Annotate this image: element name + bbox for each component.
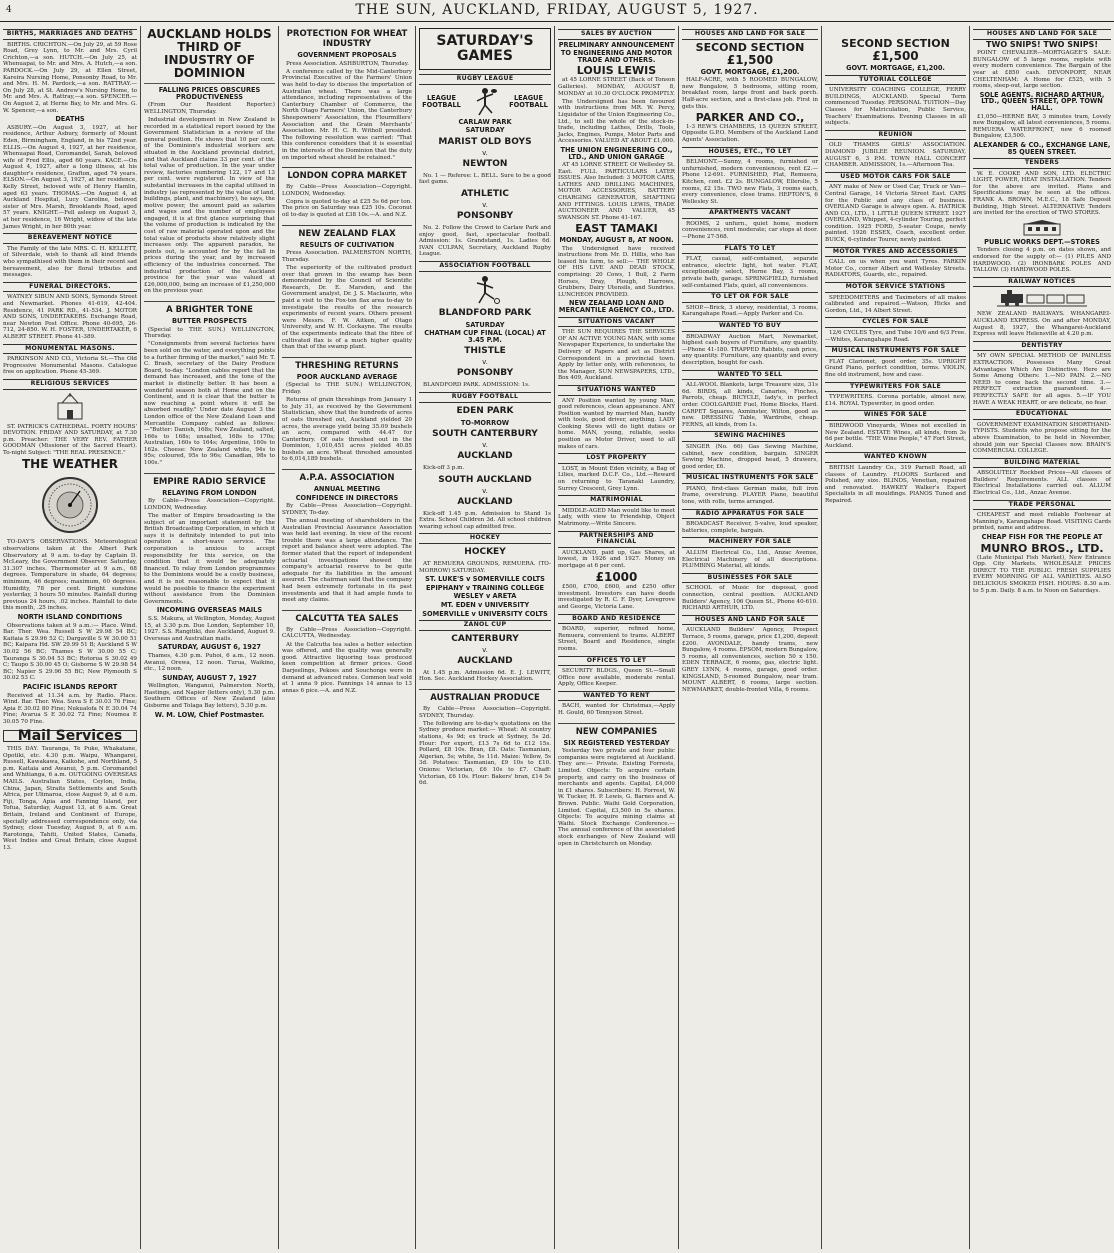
situations-vacant-heading: SITUATIONS VACANT xyxy=(558,317,675,328)
building-heading: BUILDING MATERIAL xyxy=(973,458,1111,469)
wanted-buy-heading: WANTED TO BUY xyxy=(682,321,818,332)
houses-let-heading: HOUSES, ETC., TO LET xyxy=(682,147,818,158)
column-1 xyxy=(0,26,140,1249)
threshing-subheading: POOR AUCKLAND AVERAGE xyxy=(296,372,398,381)
preliminary-heading: PRELIMINARY ANNOUNCEMENT xyxy=(558,40,675,49)
lost-heading: LOST PROPERTY xyxy=(558,453,675,464)
chatham-cup: CHATHAM CUP FINAL (LOCAL) AT 3.45 P.M. xyxy=(424,329,546,344)
radio-text: BROADCAST Receiver, 5-valve, loud speaker, batteries, complete, bargain. xyxy=(682,521,818,534)
homes-text: AUCKLAND Builders' Agency, Prospect Terrace, 5 rooms, garage, price £1,200, deposit £200. AVONDALE, handy trams, new Bungalow, 4 rooms. EPSOM, modern Bungalow, 5 rooms, all conveniences, section 50 x 150. EDEN TERRACE, 6 rooms, gas, electric light. GREY LYNN, 4 rooms, garage, good order. KINGSLAND, 5-roomed Bungalow, near tram. MOUNT ALBERT, 6 rooms, large section. NEWMARKET, double-fronted Villa, 6 rooms. xyxy=(682,627,819,693)
threshing-text: Returns of grain threshings from January 1 to July 31, as received by the Government Statistician, show that the hundreds of acres of oats threshed out, Auckland yielded 20 acres, the average yield being 35.09 bushels an acre, compared with 44.47 for Canterbury. Of oats threshed out in the Dominion, 1,010,451 acres yielded 40.85 bushels an acre. Wheat threshed amounted to 6,014,189 bushels. xyxy=(282,397,412,463)
match-4-home: SOUTH CANTERBURY xyxy=(432,429,538,440)
railway-heading: RAILWAY NOTICES xyxy=(973,277,1111,288)
wheat-headline: PROTECTION FOR WHEAT INDUSTRY xyxy=(286,29,408,49)
produce-byline: By Cable—Press Association—Copyright. SYDNEY, Thursday. xyxy=(419,706,551,719)
flats-heading: FLATS TO LET xyxy=(682,244,818,255)
funeral-heading: FUNERAL DIRECTORS. xyxy=(3,282,137,293)
column-2 xyxy=(140,26,278,1249)
brighter-headline: A BRIGHTER TONE xyxy=(144,301,275,315)
eden-park: EDEN PARK xyxy=(456,405,514,416)
wines-text: BIRDWOOD Vineyards, Wines not excelled in New Zealand. ESTATE Wines, all kinds, from 3s 6d per bottle. "THE Wine People," 47 Fort Street, Auckland. xyxy=(825,422,966,449)
reunion-heading: REUNION xyxy=(825,130,966,141)
barometer-icon xyxy=(3,474,137,536)
hockey-banner: HOCKEY xyxy=(464,547,506,558)
religious-text: ST. PATRICK'S CATHEDRAL. FORTY HOURS' DEVOTION. FRIDAY AND SATURDAY, at 7.30 p.m. Preacher: THE VERY REV. FATHER GOODMAN (Missioner of the Sacred Heart). To-night Subject: "THE REAL PRESENCE." xyxy=(3,423,137,456)
instruments-heading: MUSICAL INSTRUMENTS FOR SALE xyxy=(825,346,966,357)
column-8 xyxy=(969,26,1114,1249)
match-2-away: PONSONBY xyxy=(456,210,514,221)
money-heading: £1000 xyxy=(595,570,638,585)
auction-heading: SALES BY AUCTION xyxy=(558,29,675,40)
empire-text: The matter of Empire broadcasting is the subject of an important statement by the British Broadcasting Corporation, in which it says it is definitely intended to put into operation a short-wave service. The corporation is anxious to accept responsibility for this service, on the condition that it would be adequately financed. To relay from London programmes to the Dominions would be a costly business, and it is not reasonable to expect that it would be possible to finance the experiment without assistance from the Dominion Governments. xyxy=(144,513,275,605)
carlaw-park: CARLAW PARK xyxy=(458,117,512,126)
new-companies-text: Yesterday two private and four public companies were registered at Auckland. They are:— Private. Existing Forrests, Limited. Objects: To acquire certain property, and carry on the business of merchants and agents. Capital, £4,000 in £1 shares. Subscribers: H. Forrest, W. W. Tucker, H. P. Lewis, G. Barnes and A. Brown. Public. Waihi Gold Corporation, Limited. Capital, £3,500 in 5s shares. Objects: To acquire mining claims at Waihi. Stock Exchange Conference.—The annual conference of the associated stock exchanges of New Zealand will open in Christchurch on Monday. xyxy=(558,748,675,847)
match-2: ATHLETIC v. PONSONBY xyxy=(456,188,514,221)
match-2-home: ATHLETIC xyxy=(461,188,509,199)
service-text: SPEEDOMETERS and Taximeters of all makes calibrated and repaired.—Watson, Hicks and Gordon, Ltd., 14 Albert Street. xyxy=(825,294,966,314)
hockey-heading: HOCKEY xyxy=(419,533,551,544)
threshing-headline: THRESHING RETURNS xyxy=(282,357,412,371)
association-heading: ASSOCIATION FOOTBALL xyxy=(419,261,551,272)
service-heading: MOTOR SERVICE STATIONS xyxy=(825,282,966,293)
lead-subheading: FALLING PRICES OBSCURES PRODUCTIVENESS xyxy=(158,86,261,101)
match-11: CANTERBURY v. AUCKLAND xyxy=(451,633,519,666)
tenders-heading: TENDERS xyxy=(973,158,1111,169)
building-text: ABSOLUTELY Rockbed Prices—All classes of Builders' Requirements. ALL classes of Electrical Installations carried out. ALLUM Electrical Co., Ltd., Anzac Avenue. xyxy=(973,470,1111,497)
match-4-away: AUCKLAND xyxy=(457,451,513,462)
hockey-match-4: MT. EDEN v UNIVERSITY xyxy=(440,601,530,610)
rugby-heading: RUGBY FOOTBALL xyxy=(419,392,551,403)
auction-text: The Undersigned has been favoured with instructions from MR. W. Percy, Liquidator of the Union Engineering Co., Ltd., to sell the whole of the stock-in-trade, including Lathes, Drills, Tools, Jacks, Engines, Pumps, Motor Parts and Accessories. VALUED AT ABOUT £1,000. xyxy=(558,98,675,145)
produce-headline: AUSTRALIAN PRODUCE xyxy=(419,689,551,703)
used-cars-heading: USED MOTOR CARS FOR SALE xyxy=(825,172,966,183)
match-1-home: MARIST OLD BOYS xyxy=(438,136,532,147)
births-text: BIRTHS. CRICHTON.—On July 29, at 59 Rose Road, Grey Lynn, to Mr. and Mrs. Cyril Crichton,—a son. HUTCH.—On July 25, at Whenuapai, to Mr. and Mrs. A. Hutch,—a son. PARDOCK.—On July 29, at Ellen Street, Kareira Nursing Home, Ponsonby Road, to Mr. and Mrs. H. M. Pardock,—a son. RATTRAY.—On July 28, at St. Andrew's Nursing Home, to Mr. and Mrs. A. Rattray,—a son. SPENCER.—On August 2, at Herne Bay, to Mr. and Mrs. G. W. Spencer,—a son. xyxy=(3,41,137,114)
tyres-heading: MOTOR TYRES AND ACCESSORIES xyxy=(825,247,966,258)
wanted-rent-heading: WANTED TO RENT xyxy=(558,691,675,702)
tenders-text: W. E. COOKE AND SON, LTD. ELECTRIC LIGHT, POWER, HEAT INSTALLATION. Tenders for the above are invited. Plans and Specifications may be seen at the offices. FRANK A. BROWN, M.E.C., 18 Safe Deposit Building, High Street. ALTERNATIVE Tenders are invited for the erection of TWO STORES. xyxy=(973,170,1111,217)
flats-text: FLAT, casual, self-contained, separate entrance, electric light, hot water. FLAT, exceptionally select, Herne Bay, 3 rooms, private bath, garage. SPRINGFIELD, furnished self-contained Flats, quiet, all conveniences. xyxy=(682,256,818,289)
second-section-2: SECOND SECTION xyxy=(841,37,950,50)
board-heading: BOARD AND RESIDENCE xyxy=(558,614,675,625)
games-heading: SATURDAY'S GAMES xyxy=(419,28,551,70)
houses-heading: HOUSES AND LAND FOR SALE xyxy=(682,29,818,40)
postmaster-signoff: W. M. LOW, Chief Postmaster. xyxy=(154,710,265,719)
match-5: SOUTH AUCKLAND v. AUCKLAND xyxy=(438,474,532,507)
apa-subheading-2: CONFIDENCE IN DIRECTORS xyxy=(295,493,399,502)
lead-headline: AUCKLAND HOLDS THIRD OF INDUSTRY OF DOMINION xyxy=(147,27,272,80)
apa-subheading: ANNUAL MEETING xyxy=(313,485,381,494)
mail-text: THIS DAY. Tauranga, Te Puke, Whakatane, Opotiki, etc. 4.30 p.m. Waipu, Whangarei, Russell, Kawakawa, Kaikohe, and Northland, 5 p.m. Kaitaia and Awanui, 5 p.m. Coromandel and Whitianga, 6 a.m. OUTGOING OVERSEAS MAILS. Australian States, Ceylon, India, China, Japan, Straits Settlements and South Africa, per Ulimaroa, close August 9, at 6 a.m. Fiji, Tonga, Apia and Fanning Island, per Tofua, Saturday, August 13, at 6 a.m. Great Britain, Ireland and Continent of Europe, specially addressed correspondence only, via Sydney, close Tuesday, August 9, at 6 a.m. Rarotonga, Tahiti, United States, Canada, West Indies and Great Britain, close August 13. xyxy=(3,746,137,851)
machinery-text: ALLUM Electrical Co., Ltd., Anzac Avenue, Electrical Machinery of all descriptions. PLUMBING Material, all kinds. xyxy=(682,550,818,570)
bereavement-text: The Family of the late MRS. C. H. KELLETT, of Silverdale, wish to thank all kind friends who sympathised with them in their recent sad bereavement, also for floral tributes and messages. xyxy=(3,245,137,279)
match-5-info: Kick-off 1.45 p.m. Admission to Stand 1s Extra. School Children 3d. All school children wearing school cap admitted free. xyxy=(419,510,551,530)
homes-heading: HOUSES AND LAND FOR SALE xyxy=(682,615,818,626)
match-1-info: No. 1 — Referee: L. BELL. Sure to be a good fast game. xyxy=(419,172,551,186)
soccer-player-icon xyxy=(470,275,500,305)
column-5 xyxy=(554,26,678,1249)
deaths-heading: DEATHS xyxy=(55,115,85,124)
match-1: MARIST OLD BOYS v. NEWTON xyxy=(438,136,532,169)
east-tamaki-date: MONDAY, AUGUST 8, AT NOON. xyxy=(559,236,674,245)
incoming-heading: INCOMING OVERSEAS MAILS xyxy=(156,606,263,615)
govt-mortgage-2: GOVT. MORTGAGE, £1,200. xyxy=(846,64,945,72)
cycles-text: 12/6 CYCLES Tyre, and Tube 10/6 and 6/3 Free.—Whites, Karangahape Road. xyxy=(825,330,967,343)
apa-byline: By Cable—Press Association—Copyright. SYDNEY, To-day. xyxy=(282,503,412,516)
lead-text: Industrial development in New Zealand is recorded in a statistical report issued by the Government Statistician in a review of the general position. He shows that 10 per cent. of the Dominion's industrial workers are situated in the Auckland provincial district, and that Auckland claims 33 per cent. of the total value of production. In the year under review, factories numbering 122, 17 and 13 per cent. were registered. In view of the substantial increases in the capital utilised in industry (as represented by the value of land, buildings, plant, and machinery), he says, the motive power, the amount paid as salaries and wages and the number of employees engaged, it is at first glance surprising that the volume of production is indicated by the cost of raw material operated upon and the total value of products show relatively slight increases only. The apparent paradox, he points out, is accounted for by the fall in prices during the year, and by increased efficiency of the industries concerned. The industrial production of the Auckland province for the year was valued at £26,000,000, being an increase of £1,250,000 on the previous year. xyxy=(144,116,275,295)
match-11-away: AUCKLAND xyxy=(457,655,513,666)
match-3-home: THISTLE xyxy=(464,346,506,357)
wanted-sell-heading: WANTED TO SELL xyxy=(682,370,818,381)
blandford-day: SATURDAY xyxy=(465,320,505,329)
league-banner xyxy=(419,87,551,117)
tea-headline: CALCUTTA TEA SALES xyxy=(282,610,412,624)
flax-text: The superiority of the cultivated product over that grown in the swamp has been demonstrated by the Council of Scientific Research, Dr. E. Marsden, and the Government analyst, Dr. J. S. Maclaurin, who paid a visit to the Fox-ton flax area to-day to investigate the results of the research experiments of recent years. Others present were Messrs. F. W. Aitken, of Otago University, and W. H. Cockayne. The results of the experiments indicate that the fibre of cultivated flax is of a much higher quality than that of the swamp plant. xyxy=(282,265,412,351)
partnerships-text: AUCKLAND, paid up, Gas Shares, at lowest, in 1926 and 1927. Money on mortgage at 6 per cent. xyxy=(558,549,675,569)
halfacre-text: HALF-ACRE, with 5 ROOMED BUNGALOW, new Bungalow, 5 bedrooms, sitting room, breakfast room, large front and back porch. Half-acre section, and a first-class job. First in gets this. xyxy=(682,77,818,110)
column-7 xyxy=(821,26,969,1249)
nz-loan-heading: NEW ZEALAND LOAN AND MERCANTILE AGENCY CO., LTD. xyxy=(558,299,675,314)
page-header xyxy=(0,0,1114,22)
railway-text: NEW ZEALAND RAILWAYS. WHANGAREI-AUCKLAND EXPRESS. On and after MONDAY, August 8, 1927, the Whangarei-Auckland Express will leave Helensville at 4.20 p.m. xyxy=(973,311,1111,338)
situations-vacant-text: THE SUN REQUIRES THE SERVICES OF AN ACTIVE YOUNG MAN, with some Newspaper Experience, to undertake the Delivery of Papers and act as District Correspondent in a provincial town. Apply by letter only, with references, to the Manager, SUN NEWSPAPERS, LTD., Box 409, Auckland. xyxy=(558,329,676,382)
monumental-heading: MONUMENTAL MASONS. xyxy=(3,344,137,355)
board-text: BOARD, superior, refined home, Remuera, convenient to trams. ALBERT Street, Board and Residence, single rooms. xyxy=(558,626,675,652)
saturday-text: Thames, 4.30 p.m. Puhoi, 6 a.m., 12 noon. Awanui, Orewa, 12 noon. Turua, Waikino, etc., 12 noon. xyxy=(144,652,275,673)
match-11-home: CANTERBURY xyxy=(451,633,519,644)
matrimonial-heading: MATRIMONIAL xyxy=(558,495,675,506)
match-5-home: SOUTH AUCKLAND xyxy=(438,474,532,485)
copra-byline: By Cable—Press Association—Copyright. LONDON, Wednesday. xyxy=(282,184,412,197)
pacific-heading: PACIFIC ISLANDS REPORT xyxy=(22,682,118,691)
trade-text: CHEAPEST and most reliable Footwear at Manning's, Karangahape Road. VISITING Cards printed, name and address. xyxy=(973,512,1111,532)
money-text: £500, £700, £600, and £250 offer investment. Investors can have deeds investigated by R. C. F. Dyer, Lovegrove and George, Victoria Lane. xyxy=(558,584,675,610)
parker-text: 1-3 REW'S CHAMBERS, 15 QUEEN STREET, Opposite G.P.O. Members of the Auckland Land Agents' Association. xyxy=(682,123,818,143)
apa-headline: A.P.A. ASSOCIATION xyxy=(282,469,412,483)
typewriters-text: TYPEWRITERS. Corona portable, almost new, £14. ROYAL Typewriter, in good order. xyxy=(825,394,966,407)
tutorial-heading: TUTORIAL COLLEGE xyxy=(825,75,966,86)
league-heading: RUGBY LEAGUE xyxy=(419,74,551,85)
zanol-heading: ZANOL CUP xyxy=(419,620,551,631)
music-heading: MUSICAL INSTRUMENTS FOR SALE xyxy=(682,473,818,484)
match-11-info: At 1.45 p.m. Admission 6d. E. J. LEWITT, Hon. Sec. Auckland Hockey Association. xyxy=(419,669,551,683)
league-banner-right: LEAGUE FOOTBALL xyxy=(509,94,548,109)
north-text: Observations taken at 9 a.m.:— Place. Wind. Bar. Ther. Wea. Russell S W 29.98 54 BC; Kaitaia S 29.96 52 C; Dargaville S W 30.00 51 BC; Kaipara Hd. SW 29.99 51 B; Auckland S W 30.02 56 BC; Thames S W 30.00 55 C; Tauranga S 30.04 53 BC; Rotorua S 30.02 49 C; Taupo S 30.00 45 O; Gisborne S W 29.98 54 BC; Napier S 29.96 55 BC; New Plymouth S 30.02 53 C. xyxy=(3,622,137,682)
radio-heading: RADIO APPARATUS FOR SALE xyxy=(682,509,818,520)
dentistry-text: MY OWN SPECIAL METHOD OF PAINLESS EXTRACTION. Possesses Many Great Advantages Which Are Distinctive. Here are Some Among Others: 1.—NO PAIN. 2.—NO NEED to come back the second time. 3.—PERFECT extraction guaranteed. 4.—PERFECTLY SAFE for all ages. 5.—IF YOU HAVE A WEAK HEART, or are delicate, no fear. xyxy=(973,353,1111,406)
incoming-text: S.S. Makura, at Wellington, Monday, August 15, at 3.30 p.m. Due London, September 10, 1927. S.S. Rangitiki, due Auckland, August 9. Overseas and Australian mails. xyxy=(144,615,275,642)
match-3: THISTLE v. PONSONBY xyxy=(456,346,514,379)
column-3 xyxy=(278,26,415,1249)
threshing-byline: (Special to THE SUN.) WELLINGTON, Friday. xyxy=(282,382,412,395)
hockey-info: AT REMUERA GROUNDS, REMUERA. (TO-MORROW) SATURDAY. xyxy=(419,561,551,574)
match-4-info: Kick-off 3 p.m. xyxy=(423,465,465,472)
sunday-heading: SUNDAY, AUGUST 7, 1927 xyxy=(162,673,257,682)
wanted-sell-text: ALL-WOOL Blankets, large Treasure size, 31s 6d. BIRDS, all kinds, Canaries, Finches, Parrots, cheap. BICYCLE, lady's, in perfect order. COOLGARDIE Fuel, Home Blocks, Hard. CARPET Squares, Axminster, Wilton, good as new. DRESSING Table, Wardrobe, cheap. FERNS, all kinds, from 1s. xyxy=(682,382,818,428)
sunday-text: Wellington, Wanganui, Palmerston North, Hastings, and Napier (letters only), 5.30 p.m. Southern Offices of New Zealand (also Gisborne and Tolaga Bay letters), 5.30 p.m. xyxy=(144,683,275,710)
snips-text: POINT CHEVALIER—MORTGAGEE'S SALE: BUNGALOW of 5 large rooms, replete with every modern convenience. The Bargain of the year at £850 cash. DEVONPORT, NEAR CHELTENHAM: A Home for £525, with 5 rooms, sleep-out, large section. xyxy=(973,50,1111,90)
copra-text: Copra is quoted to-day at £25 5s 6d per ton. The price on Saturday was £25 10s. Coconut oil to-day is quoted at £38 10s.—A. and N.Z. xyxy=(282,198,412,219)
page-number: 4 xyxy=(6,5,12,15)
new-companies-headline: NEW COMPANIES xyxy=(558,723,675,737)
flax-byline: Press Association. PALMERSTON NORTH, Thursday. xyxy=(282,250,412,263)
saturday-heading: SATURDAY, AUGUST 6, 1927 xyxy=(158,643,261,652)
train-icon xyxy=(997,290,1087,308)
pacific-text: Received at 11.34 a.m. by Radio. Place. Wind. Bar. Ther. Wea. Suva S E 30.03 76 Fine; Apia E 30.02 80 Fine; Nukualofa N E 30.04 74 Fine; Avarua S E 30.02 72 Fine; Noumea E 30.05 70 Fine. xyxy=(3,692,137,725)
masthead: THE SUN, AUCKLAND, FRIDAY, AUGUST 5, 1927. xyxy=(355,2,759,18)
reunion-text: OLD THAMES GIRLS' ASSOCIATION. DIAMOND JUBILEE REUNION. SATURDAY, AUGUST 6, 3 P.M. TOWN HALL CONCERT CHAMBER. ADMISSION, 1s.—Afternoon Tea. xyxy=(825,142,966,169)
shop-heading: TO LET OR FOR SALE xyxy=(682,292,818,303)
footballer-icon xyxy=(472,87,498,117)
league-banner-left: LEAGUE FOOTBALL xyxy=(422,94,461,109)
funeral-text: WATNEY SIBUN AND SONS, Symonds Street and Newmarket. Phones 41-619, 42-404. Residence, 41 PARK RD., 41-534. J. MOTOR AND SONS, UNDERTAKERS. Exchange Road, near Newton Post Office. Phone 40-695, 26-712, 24-850. W. H. FOSTER, UNDERTAKER, 6 ALBERT STREET. Phone 41-389. xyxy=(3,294,137,340)
tea-byline: By Cable—Press Association—Copyright. CALCUTTA, Wednesday. xyxy=(282,626,412,640)
used-cars-text: ANY make of New or Used Car, Truck or Van—Central Garage, 14 Victoria Street East. CARS for the Public and any class of business. OVERLAND Garage is always open. A. HATRICK AND CO., LTD., 1 LITTLE QUEEN STREET. 1927 OVERLAND, Whippet, 4-cylinder Touring, perfect condition. 1925 FORD, 5-seater Coupe, newly painted. 1926 ESSEX, Coach, excellent order. BUICK, 6-cylinder Tourer, newly painted. xyxy=(825,184,966,244)
match-3-info: BLANDFORD PARK. ADMISSION: 1s. xyxy=(423,382,530,389)
cathedral-icon xyxy=(52,393,88,421)
lead-byline: (From Our Resident Reporter.) WELLINGTON, Thursday. xyxy=(144,102,275,115)
sewing-heading: SEWING MACHINES xyxy=(682,431,818,442)
match-3-away: PONSONBY xyxy=(456,368,514,379)
herne-bay-text: £1,050—HERNE BAY, 3 minutes tram, Lovely new Bungalow, all latest conveniences, 5 rooms. REMUERA WATERFRONT, new 6 roomed Bungalow, £3,500. xyxy=(973,113,1111,140)
instruments-text: FLAT Clarionet, good order, 35s. UPRIGHT Grand Piano, perfect condition, terms. VIOLIN, fine old instrument, bow and case. xyxy=(825,358,966,378)
louis-text: at 45 LORNE STREET (Back of Tonson Galleries). MONDAY, AUGUST 8, MONDAY at 10.30 O'CLOCK PROMPTLY. xyxy=(558,77,675,97)
empire-subheading: RELAYING FROM LONDON xyxy=(162,488,257,497)
north-heading: NORTH ISLAND CONDITIONS xyxy=(17,613,123,621)
deaths-text: ASBURY.—On August 3, 1927, at her residence, Arthur Asbury, formerly of Mount Eden, Birmingham, England, in his 72nd year. ELLIS.—On August 4, 1927, at her residence, Whenuapai Road, Coromandel, Sarah, beloved wife of Fred Ellis, aged 60 years. KACE.—On August 4, 1927, after a long illness, at his daughter's residence, Grafton, aged 74 years. ELSON.—On August 3, 1927, at her residence, Kelly Street, beloved wife of Henry Hamlin, aged 63 years. THOMAS.—On August 4, at Auckland Hospital, Lucy Caroline, beloved sister of Mrs. Marsh, Brooklands Road, aged 57 years. KNIGHT.—Fell asleep on August 3, at her residence, 16 Wright, widow of the late James Wright, in her 80th year. xyxy=(3,124,137,230)
east-tamaki: EAST TAMAKI xyxy=(575,222,658,236)
business-text: SCHOOL of Music for disposal, good connection, central position. AUCKLAND Builders' Agency, 106 Queen St., Phone 40-610. RICHARD ARTHUR, LTD. xyxy=(682,585,818,612)
second-section-price-2: £1,500 xyxy=(872,49,919,63)
apa-text: The annual meeting of shareholders in the Australian Provincial Assurance Association was held last evening. In view of the recent trouble there was a large attendance. The report and balance sheet were adopted. The former stated that the report of independent actuarial investigations showed the company's actuarial reserve to be quite adequate for its liabilities in the amount assured. The chairman said that the company had been extremely fortunate in its past investments and that it had ample funds to meet any claims. xyxy=(282,518,412,604)
wanted-buy-text: BROADWAY Auction Mart, Newmarket, highest cash buyers of Furniture, any quantity.—Phone 41-180. TRAPPED Rabbits, cash price, any quantity. Furniture, any quantity and every description, bought for cash. xyxy=(682,333,818,366)
match-4: SOUTH CANTERBURY v. AUCKLAND xyxy=(432,429,538,462)
machinery-heading: MACHINERY FOR SALE xyxy=(682,537,818,548)
hockey-match-1: ST. LUKE'S v SOMERVILLE COLTS xyxy=(425,575,545,584)
cheap-fish-heading: CHEAP FISH FOR THE PEOPLE AT xyxy=(981,533,1103,542)
east-tamaki-text: The Undersigned have received instructions from Mr. D. Hillis, who has leased his farm, to sell:— THE WHOLE OF HIS LIVE AND DEAD STOCK, comprising: 20 Cows, 1 Bull, 2 Farm Horses, Dray, Plough, Harrows, Grubbers, Dairy Utensils, and Sundries. LUNCHEON PROVIDED. xyxy=(558,245,675,298)
wheat-byline: Press Association. ASHBURTON, Thursday. xyxy=(286,60,409,67)
houses-let-text: BELMONT.—Sunny, 4 rooms, furnished or unfurnished, modern conveniences, rent £2.—Phone 12-691. FURNISHED, Flat, Remuera, Kitchen, cont. £2 2s. BUNGALOW, Ellerslie, 5 rooms, £2 15s. TWO new Flats, 3 rooms each, every convenience, close trams. HEPTON'S, 6 Wellesley St. xyxy=(682,159,818,205)
second-section: SECOND SECTION xyxy=(695,40,805,54)
weather-heading: THE WEATHER xyxy=(21,457,119,472)
brighter-text: "Consignments from several factories have been sold on the water, and everything points to a further firming of the market," said Mr. T. C. Brash, secretary of the Dairy Produce Board, to-day. "London cables report that the demand has increased, and the tone of the market is distinctly better. It has been a wonderful season both at Home and on the Continent, and it is clear that the butter is now reaching a point where it will be absorbed readily." Under date August 3 the London office of the New Zealand Loan and Mercantile Company cabled as follows:—"Butter: Danish, 168s; New Zealand, salted, 166s to 168s; unsalted, 168s to 170s; Australian, 160s to 164s; Argentine, 160s to 162s. Cheese: New Zealand white, 94s to 95s; coloured, 95s to 96s; Canadian, 98s to 100s." xyxy=(144,341,275,467)
hockey-match-2: EPIPHANY v TRAINING COLLEGE xyxy=(425,583,545,592)
match-1-away: NEWTON xyxy=(462,158,508,169)
munro-text: (Late Municipal Fish Market), New Entrance Opp. City Markets. WHOLESALE PRICES DIRECT TO THE PUBLIC. FRESH SUPPLIES EVERY MORNING OF ALL VARIETIES. ALSO DELICIOUS SMOKED FISH. HOURS: 8.30 a.m. to 5 p.m. Daily. 8 a.m. to Noon on Saturdays. xyxy=(973,554,1111,594)
parker-heading: PARKER AND CO., xyxy=(695,110,805,124)
divider xyxy=(144,83,275,84)
offices-heading: OFFICES TO LET xyxy=(558,656,675,667)
mail-heading: Mail Services xyxy=(3,730,137,743)
dentistry-heading: DENTISTRY xyxy=(973,341,1111,352)
union-heading: THE UNION ENGINEERING CO., LTD., AND UNION GARAGE xyxy=(560,145,673,161)
wines-heading: WINES FOR SALE xyxy=(825,410,966,421)
religious-heading: RELIGIOUS SERVICES xyxy=(3,379,137,390)
column-4 xyxy=(415,26,554,1249)
public-works-text: Tenders closing 4 p.m. on dates shown, and endorsed for the supply of:— (1) PILES AND HARDWOOD. (2) IRONBARK POLES AND TALLOW. (3) HARDWOOD POLES. xyxy=(973,247,1111,274)
arthur-heading: SOLE AGENTS. RICHARD ARTHUR, LTD., QUEEN STREET, OPP. TOWN HALL. xyxy=(979,90,1105,112)
empire-byline: By Cable—Press Association—Copyright. LONDON, Wednesday. xyxy=(144,498,275,511)
second-section-price: £1,500 xyxy=(726,52,774,67)
matrimonial-text: MIDDLE-AGED Man would like to meet Lady, with view to Friendship, Object Matrimony.—Write Sincere. xyxy=(558,507,675,527)
munro-heading: MUNRO BROS., LTD. xyxy=(980,541,1104,555)
situations-wanted-text: ANY Position wanted by young Man, good references, clean appearance. ANY Position wanted by married Man, handy with tools, good driver, anything. LADY Cooking Stews will do light duties or home. MAN, young, reliable, seeks position as Motor Driver, used to all makes of cars. xyxy=(558,397,675,450)
educational-heading: EDUCATIONAL xyxy=(973,409,1111,420)
building-icon xyxy=(1022,220,1062,236)
preliminary-subheading: TO ENGINEERING AND MOTOR TRADE AND OTHERS. xyxy=(560,49,673,64)
hockey-match-3: WESLEY v ARETA xyxy=(453,592,517,601)
league-day: SATURDAY xyxy=(465,126,505,135)
apartments-heading: APARTMENTS VACANT xyxy=(682,208,818,219)
wanted-rent-text: BACH, wanted for Christmas,—Apply H. Gould, 60 Tennyson Street. xyxy=(558,703,675,717)
tutorial-text: UNIVERSITY COACHING COLLEGE, FERRY BUILDINGS, AUCKLAND. Special Term commenced Tuesday. PERSONAL TUITION—Day Classes for Matriculation, Public Service, Teachers' Examinations. Evening Classes in all subjects. xyxy=(825,87,966,127)
copra-headline: LONDON COPRA MARKET xyxy=(282,167,412,181)
houses-heading-2: HOUSES AND LAND FOR SALE xyxy=(973,29,1111,40)
louis-lewis: LOUIS LEWIS xyxy=(576,64,657,78)
trade-heading: TRADE PERSONAL xyxy=(973,500,1111,511)
eden-day: TO-MORROW xyxy=(460,418,510,427)
blandford-park: BLANDFORD PARK xyxy=(438,307,532,318)
new-companies-subheading: SIX REGISTERED YESTERDAY xyxy=(563,738,670,747)
govt-mortgage: GOVT. MORTGAGE, £1,200. xyxy=(700,67,800,76)
births-heading: BIRTHS, MARRIAGES AND DEATHS xyxy=(3,29,137,40)
public-works-heading: PUBLIC WORKS DEPT.—STORES xyxy=(984,237,1100,246)
produce-text: The following are to-day's quotations on the Sydney produce market:— Wheat: At country stations, 4s 9d; ex truck at Sydney, 5s 2d. Flour: For export, £13 7s 6d to £12 15s. Pollard, £8 10s. Bran, £8. Oats: Tasmanian, Algerian, 5s; white, 5s 11d. Maize: Yellow, 5s 3d. Potatoes: Tasmanian, £9 10s to £10. Onions: Victorian, £6 10s to £7. Chaff: Victorian, £6 10s. Flour: Bakers' bran, £14 5s 6d. xyxy=(419,720,551,787)
situations-wanted-heading: SITUATIONS WANTED xyxy=(558,385,675,396)
alexander-heading: ALEXANDER & CO., EXCHANGE LANE, 85 QUEEN STREET. xyxy=(973,140,1111,156)
sewing-text: SINGER (No. 66) Gas Sewing Machine, cabinet, new condition, bargain. SINGER Sewing Machine, dropped head, 5 drawers, good order, £6. xyxy=(682,443,818,470)
weather-text: TO-DAY'S OBSERVATIONS. Meteorological observations taken at the Albert Park Observatory at 9 a.m. to-day by Captain D. McLeary, the Government Observer. Saturday, 31.307 inches. Thermometer at 9 a.m., 68 degrees. Temperature in shade, 64 degrees; minimum, 46 degrees; maximum, 60 degrees. Humidity, 78 per cent. Bright sunshine yesterday, 3 hours 50 minutes. Rainfall during previous 24 hours, .02 inches. Rainfall to date this month, .25 inches. xyxy=(3,539,137,612)
union-text: AT 45 LORNE STREET. Of Wellesley St. East. FULL PARTICULARS LATER ISSUES. Also Included: 3 MOTOR CARS, LATHES AND DRILLING MACHINES, MOTOR ACCESSORIES, BATTERY CHARGING GENERATOR, SHAFTING AND FITTINGS. LOUIS LEWIS, TRADE AUCTIONEER AND VALUER, 45 SWANSON ST. Phone 41-167. xyxy=(558,162,675,221)
apartments-text: ROOMS, 2 unfurn., quiet home, modern conveniences, rent moderate; car stops at door.—Phone 27-568. xyxy=(682,220,818,241)
educational-text: GOVERNMENT EXAMINATION SHORTHAND-TYPISTS. Students who propose sitting for the above Examination, to be held in November, should join our Special Classes now. BRAIN'S COMMERCIAL COLLEGE. xyxy=(973,421,1111,455)
cycles-heading: CYCLES FOR SALE xyxy=(825,317,966,328)
music-text: PIANO, first-class German make, full iron frame, overstrung. PLAYER Piano, beautiful tone, with rolls, terms arranged. xyxy=(682,485,818,506)
hockey-match-5: SOMERVILLE v UNIVERSITY COLTS xyxy=(422,609,548,618)
tea-text: At the Calcutta tea sales a better selection was offered, and the quality was generally good. Attractive liquoring teas produced keen competition at firmer prices. Good Darjeelings, Pekoes and Souchongs were in demand at advanced rates. Common leaf sold at 1 anna 9 pice. Fannings 14 annas to 13 annas 6 pice.—A. and N.Z. xyxy=(282,641,412,694)
match-2-info: No. 2. Follow the Crowd to Carlaw Park and enjoy good, fast, spectacular football. Admission: 1s. Grandstand, 1s. Ladies 6d. IVAN CULPAN, Secretary, Auckland Rugby League. xyxy=(419,224,551,258)
wheat-text: A conference called by the Mid-Canterbury Provincial Executive of the Farmers' Union was held to-day to discuss the importation of Australian wheat. There was a large attendance, including representatives of the Canterbury Chamber of Commerce, the North Otago Farmers' Union, the Canterbury Sheepowners' Association, the Flourmillers' Association and the Grain Merchants' Association. Mr. H. C. R. Witholl presided. The following resolution was carried: "That this conference considers that it is essential in the interests of the Dominion that the duty on imported wheat should be retained." xyxy=(282,68,412,161)
flax-headline: NEW ZEALAND FLAX xyxy=(282,225,412,239)
shop-text: SHOP.—Brick, 3 storey, residential, 3 rooms, Karangahape Road.—Apply Parker and Co. xyxy=(682,304,818,318)
match-5-away: AUCKLAND xyxy=(457,496,513,507)
flax-subheading: RESULTS OF CULTIVATION xyxy=(299,240,395,249)
bereavement-heading: BEREAVEMENT NOTICE xyxy=(3,233,137,244)
empire-headline: EMPIRE RADIO SERVICE xyxy=(144,473,275,487)
business-heading: BUSINESSES FOR SALE xyxy=(682,573,818,584)
tyres-text: CALL on us when you want Tyres. FARKIN Motor Co., corner Albert and Wellesley Streets. RADIATORS, Guards, etc., repaired. xyxy=(825,259,966,279)
brighter-subheading: BUTTER PROSPECTS xyxy=(171,317,248,325)
known-heading: WANTED KNOWN xyxy=(825,452,966,463)
wheat-subheading: GOVERNMENT PROPOSALS xyxy=(297,51,397,59)
offices-text: SECURITY BLDGS., Queen St.—Small Office now available, moderate rental. Apply, Office Keeper. xyxy=(558,668,675,688)
brighter-byline: (Special to THE SUN.) WELLINGTON, Thursday. xyxy=(144,326,275,340)
lost-text: LOST, in Mount Eden vicinity, a Bag of Lilies, marked D.C.F. Co., Ltd.—Reward on returning to Taranaki Laundry, Surrey Crescent, Grey Lynn. xyxy=(558,465,675,492)
partnerships-heading: PARTNERSHIPS AND FINANCIAL xyxy=(558,531,675,548)
column-6 xyxy=(678,26,821,1249)
snips-heading: TWO SNIPS! TWO SNIPS! xyxy=(986,39,1098,49)
known-text: BRITISH Laundry Co., 319 Parnell Road, all classes of Laundry. FLOORS Surfaced and Polished, any size. BLINDS, Venetian, repaired and renovated. HAWKEY Walker's Expert Specialists in all mouldings. PIANOS Tuned and Repaired. xyxy=(825,464,966,504)
typewriters-heading: TYPEWRITERS FOR SALE xyxy=(825,382,966,393)
monumental-text: PARKINSON AND CO., Victoria St.—The Old Progressive Monumental Masons. Catalogue free on application. Phone 45-369. xyxy=(3,356,137,376)
